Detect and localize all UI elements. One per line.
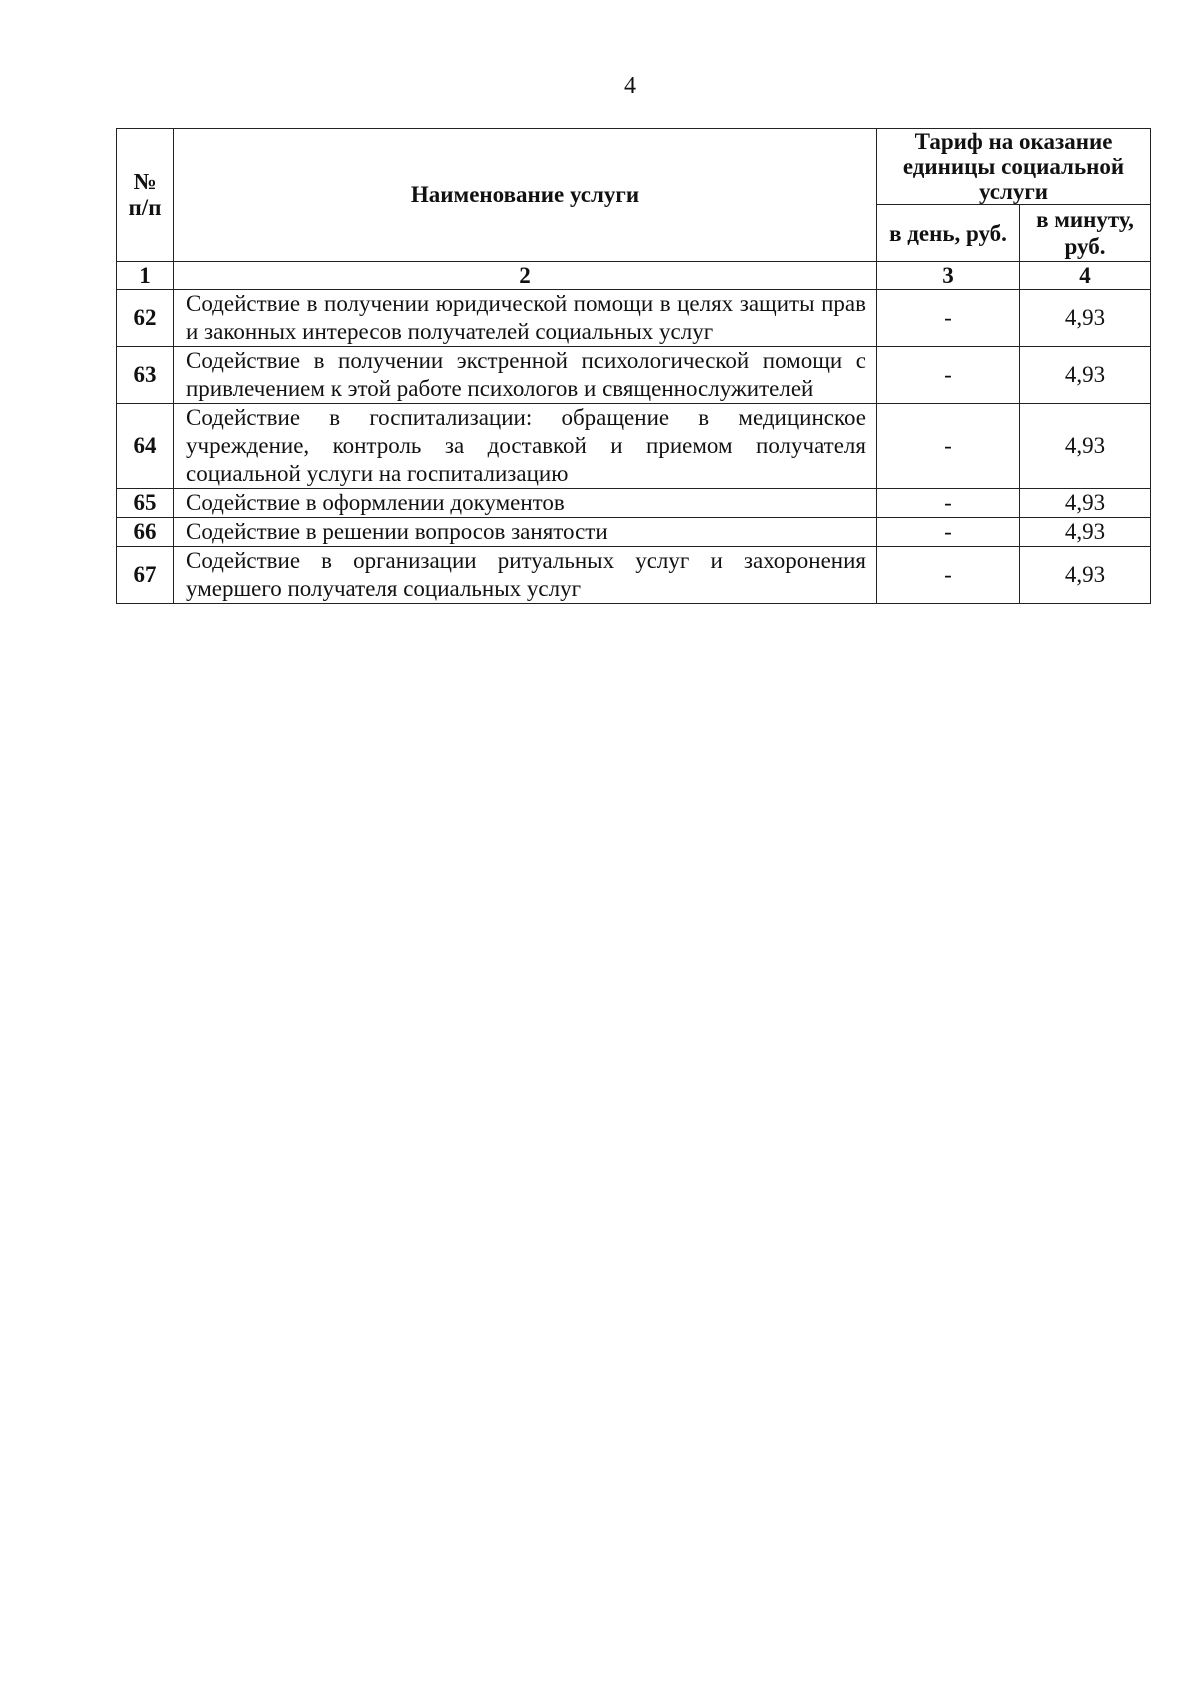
header-tariff: Тариф на оказание единицы социальной услуги [877, 129, 1151, 205]
header-per-minute: в минуту, руб. [1020, 205, 1151, 262]
table-row [117, 404, 1151, 489]
service-name: Содействие в решении вопросов занятости [174, 518, 877, 547]
service-name: Содействие в оформлении документов [174, 489, 877, 518]
row-number: 62 [117, 290, 174, 347]
header-num: № п/п [117, 129, 174, 262]
tariff-per-day: - [877, 489, 1020, 518]
tariff-per-day: - [877, 290, 1020, 347]
table-header [117, 129, 1151, 262]
column-index-cell: 1 [117, 262, 174, 290]
column-index-cell: 3 [877, 262, 1020, 290]
column-index-cell: 2 [174, 262, 877, 290]
row-number: 63 [117, 347, 174, 404]
tariff-per-minute: 4,93 [1020, 290, 1151, 347]
tariff-table [116, 128, 1151, 604]
tariff-per-minute: 4,93 [1020, 404, 1151, 489]
table-row [117, 489, 1151, 518]
tariff-per-day: - [877, 347, 1020, 404]
service-name: Содействие в получении экстренной психологической помощи с привлечением к этой работе психологов и священнослужителей [174, 347, 877, 404]
service-name: Содействие в получении юридической помощи в целях защиты прав и законных интересов получателей социальных услуг [174, 290, 877, 347]
tariff-per-minute: 4,93 [1020, 347, 1151, 404]
tariff-per-minute: 4,93 [1020, 518, 1151, 547]
table-row [117, 347, 1151, 404]
table-row [117, 518, 1151, 547]
tariff-per-minute: 4,93 [1020, 489, 1151, 518]
page-number: 4 [624, 73, 636, 99]
header-per-day: в день, руб. [877, 205, 1020, 262]
row-number: 65 [117, 489, 174, 518]
column-index-cell: 4 [1020, 262, 1151, 290]
row-number: 67 [117, 547, 174, 604]
service-name: Содействие в госпитализации: обращение в медицинское учреждение, контроль за доставкой и приемом получателя социальной услуги на госпитализацию [174, 404, 877, 489]
table-row [117, 290, 1151, 347]
tariff-per-minute: 4,93 [1020, 547, 1151, 604]
row-number: 64 [117, 404, 174, 489]
tariff-per-day: - [877, 547, 1020, 604]
service-name: Содействие в организации ритуальных услуг и захоронения умершего получателя социальных услуг [174, 547, 877, 604]
table-row [117, 547, 1151, 604]
header-name: Наименование услуги [174, 129, 877, 262]
tariff-per-day: - [877, 404, 1020, 489]
column-index-row [117, 262, 1151, 290]
row-number: 66 [117, 518, 174, 547]
tariff-per-day: - [877, 518, 1020, 547]
